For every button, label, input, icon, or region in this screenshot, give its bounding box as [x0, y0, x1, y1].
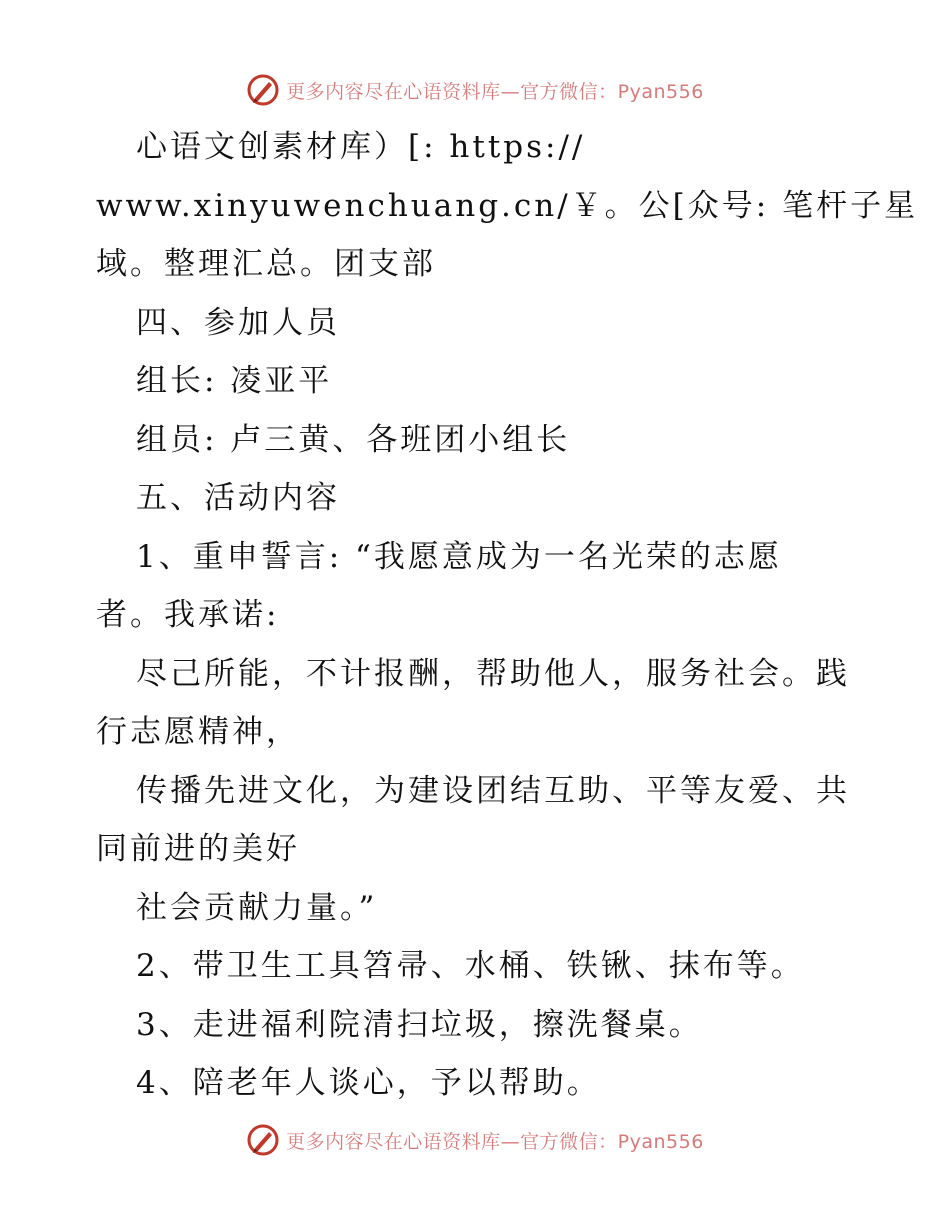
- body-line: 2、带卫生工具笤帚、水桶、铁锹、抹布等。: [136, 948, 805, 984]
- section-heading: 五、活动内容: [136, 480, 340, 516]
- body-line: 4、陪老年人谈心，予以帮助。: [136, 1065, 601, 1101]
- body-line: 域。整理汇总。团支部: [96, 246, 436, 282]
- body-line: 者。我承诺:: [96, 597, 280, 633]
- body-line: 同前进的美好: [96, 831, 300, 867]
- header-banner-text: 更多内容尽在心语资料库—官方微信：Pyan556: [286, 80, 704, 103]
- body-line: 组长: 凌亚平: [136, 363, 333, 399]
- pen-nib-logo-icon: [246, 1123, 280, 1157]
- footer-banner-text: 更多内容尽在心语资料库—官方微信：Pyan556: [286, 1130, 704, 1153]
- body-line: 尽己所能，不计报酬，帮助他人，服务社会。践: [136, 655, 850, 692]
- section-heading: 四、参加人员: [136, 304, 340, 341]
- body-line: 3、走进福利院清扫垃圾，擦洗餐桌。: [136, 1006, 703, 1043]
- footer-banner: [0, 1120, 950, 1160]
- body-line: 行志愿精神，: [96, 714, 300, 750]
- body-line: 社会贡献力量。”: [136, 889, 378, 926]
- body-line: 1、重申誓言: “我愿意成为一名光荣的志愿: [136, 538, 782, 575]
- body-line: 心语文创素材库）[: https://: [136, 129, 586, 165]
- header-banner: [0, 70, 950, 110]
- body-line: 组员: 卢三黄、各班团小组长: [136, 421, 571, 458]
- pen-nib-logo-icon: [246, 73, 280, 107]
- body-line: www.xinyuwenchuang.cn/￥。公[众号: 笔杆子星: [96, 187, 919, 224]
- document-body: [96, 118, 919, 1113]
- body-line: 传播先进文化，为建设团结互助、平等友爱、共: [136, 772, 850, 809]
